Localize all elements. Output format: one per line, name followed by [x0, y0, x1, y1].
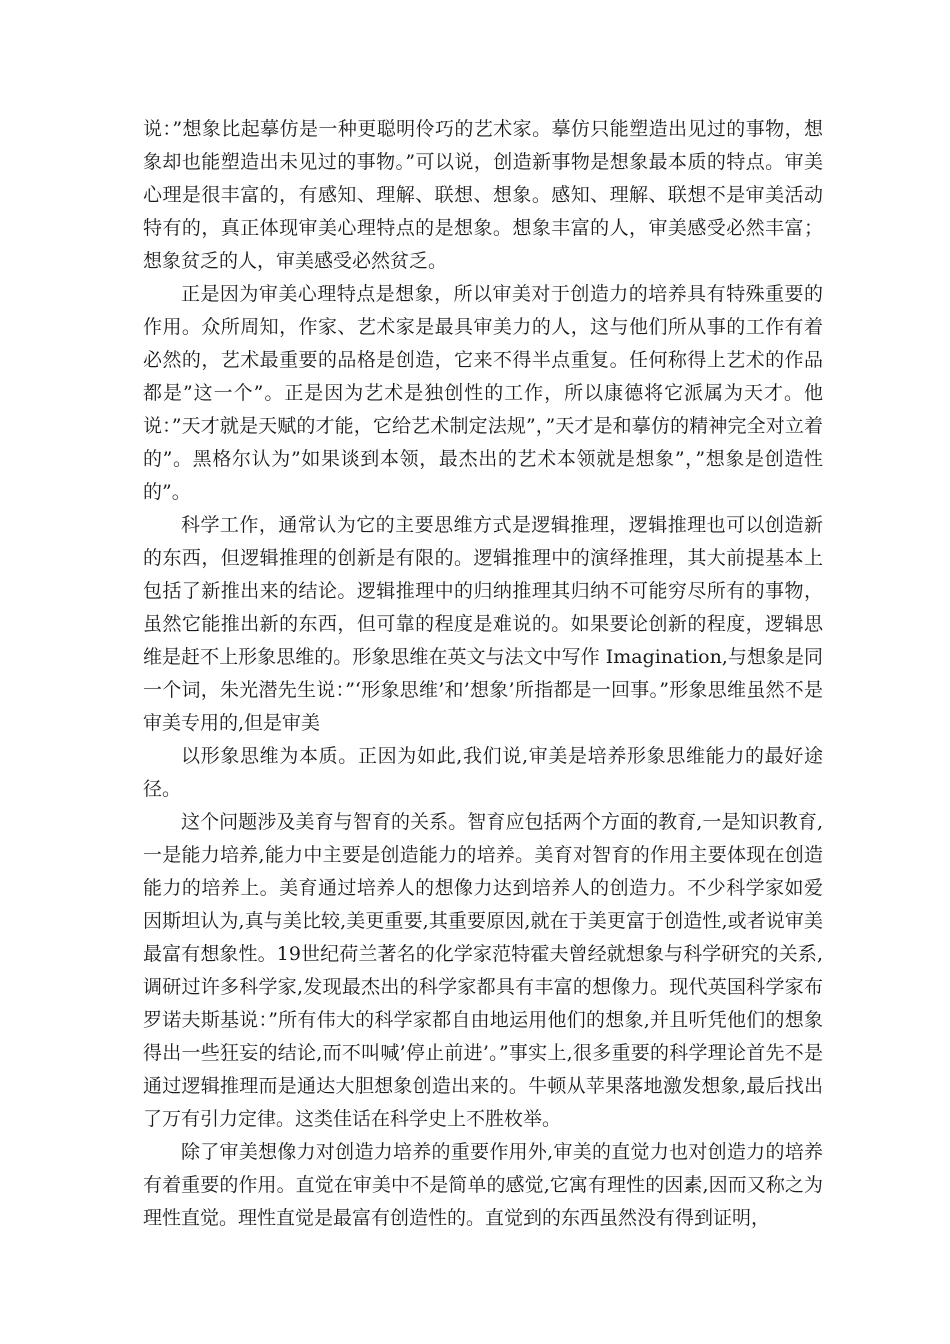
paragraph-scientific-thinking: 科学工作，通常认为它的主要思维方式是逻辑推理，逻辑推理也可以创造新的东西，但逻辑推理的创新是有限的。逻辑推理中的演绎推理，其大前提基本上包括了新推出来的结论。逻辑推理中的归纳推理其归纳不可能穷尽所有的事物，虽然它能推出新的东西，但可靠的程度是难说的。如果要论创新的程度，逻辑思维是赶不上形象思维的。形象思维在英文与法文中写作 Imagination,与想象是同一个词，朱光潜先生说：”‘形象思维’和’想象’所指都是一回事。”形象思维虽然不是审美专用的,但是审美	[143, 514, 823, 734]
paragraph-aesthetic-imagination: 正是因为审美心理特点是想象，所以审美对于创造力的培养具有特殊重要的作用。众所周知，作家、艺术家是最具审美力的人，这与他们所从事的工作有着必然的，艺术最重要的品格是创造，它来不得半点重复。任何称得上艺术的作品都是”这一个”。正是因为艺术是独创性的工作，所以康德将它派属为天才。他说：”天才就是天赋的才能，它给艺术制定法规”，”天才是和摹仿的精神完全对立着的”。黑格尔认为”如果谈到本领，最杰出的艺术本领就是想象”，”想象是创造性的”。	[143, 283, 823, 503]
paragraph-intuition: 除了审美想像力对创造力培养的重要作用外,审美的直觉力也对创造力的培养有着重要的作用。直觉在审美中不是简单的感觉,它寓有理性的因素,因而又称之为理性直觉。理性直觉是最富有创造性的。直觉到的东西虽然没有得到证明，	[143, 1141, 823, 1229]
paragraph-image-thinking: 以形象思维为本质。正因为如此,我们说,审美是培养形象思维能力的最好途径。	[143, 745, 823, 800]
paragraph-aesthetic-intellectual-education: 这个问题涉及美育与智育的关系。智育应包括两个方面的教育,一是知识教育,一是能力培养,能力中主要是创造能力的培养。美育对智育的作用主要体现在创造能力的培养上。美育通过培养人的想像力达到培养人的创造力。不少科学家如爱因斯坦认为,真与美比较,美更重要,其重要原因,就在于美更富于创造性,或者说审美最富有想象性。19世纪荷兰著名的化学家范特霍夫曾经就想象与科学研究的关系,调研过许多科学家,发现最杰出的科学家都具有丰富的想像力。现代英国科学家布罗诺夫斯基说：”所有伟大的科学家都自由地运用他们的想象,并且听凭他们的想象得出一些狂妄的结论,而不叫喊’停止前进’。”事实上,很多重要的科学理论首先不是通过逻辑推理而是通达大胆想象创造出来的。牛顿从苹果落地激发想象,最后找出了万有引力定律。这类佳话在科学史上不胜枚举。	[143, 811, 823, 1130]
body-text	[143, 113, 823, 1235]
paragraph-continuation: 说：”想象比起摹仿是一种更聪明伶巧的艺术家。摹仿只能塑造出见过的事物，想象却也能塑造出未见过的事物。”可以说，创造新事物是想象最本质的特点。审美心理是很丰富的，有感知、理解、联想、想象。感知、理解、联想不是审美活动特有的，真正体现审美心理特点的是想象。想象丰富的人，审美感受必然丰富；想象贫乏的人，审美感受必然贫乏。	[143, 118, 823, 272]
